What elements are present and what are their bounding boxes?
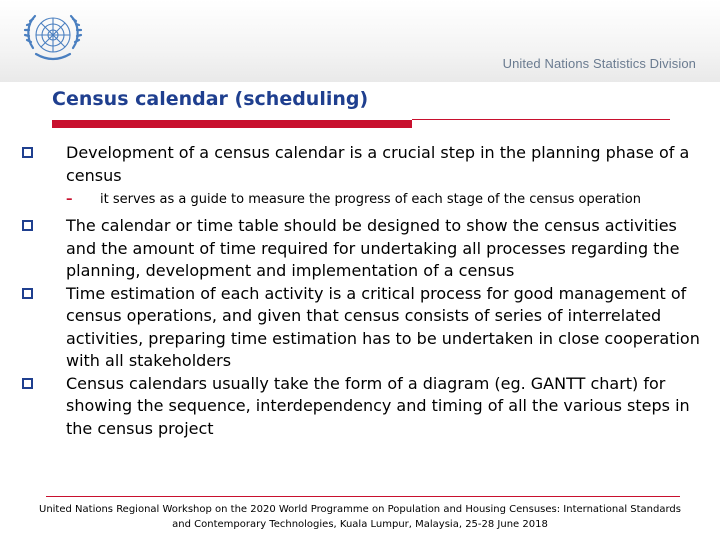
division-name: United Nations Statistics Division: [502, 56, 696, 71]
footer-line-1: United Nations Regional Workshop on the 2020 World Programme on Population and Housing Censuses: International Standards: [39, 504, 681, 515]
title-underline-line: [412, 119, 670, 120]
title-underline-bar: [52, 120, 412, 128]
checkbox-bullet-icon: [22, 378, 33, 389]
bullet-list: [22, 142, 712, 440]
footer-divider: [46, 496, 680, 497]
footer: [20, 502, 700, 532]
checkbox-bullet-icon: [22, 288, 33, 299]
bullet-text: Census calendars usually take the form of a diagram (eg. GANTT chart) for showing the sequence, interdependency and timing of all the various steps in the census project: [66, 373, 690, 438]
bullet-item: [22, 142, 712, 187]
slide-title: Census calendar (scheduling): [52, 88, 369, 110]
un-emblem-icon: [22, 10, 84, 68]
dash-bullet-icon: –: [66, 192, 73, 207]
footer-line-2: and Contemporary Technologies, Kuala Lumpur, Malaysia, 25-28 June 2018: [172, 519, 548, 530]
bullet-text: Time estimation of each activity is a critical process for good management of census operations, and given that census consists of series of interrelated activities, preparing time estimation has to be undertaken in close cooperation with all stakeholders: [66, 283, 700, 370]
sub-bullet-item: [22, 191, 712, 209]
checkbox-bullet-icon: [22, 147, 33, 158]
sub-bullet-text: it serves as a guide to measure the progress of each stage of the census operation: [100, 192, 641, 207]
bullet-item: [22, 283, 712, 373]
bullet-text: The calendar or time table should be designed to show the census activities and the amount of time required for undertaking all processes regarding the planning, development and implementation of a census: [66, 216, 680, 280]
bullet-item: [22, 373, 712, 441]
checkbox-bullet-icon: [22, 220, 33, 231]
bullet-text: Development of a census calendar is a crucial step in the planning phase of a census: [66, 143, 690, 185]
bullet-item: [22, 215, 712, 283]
